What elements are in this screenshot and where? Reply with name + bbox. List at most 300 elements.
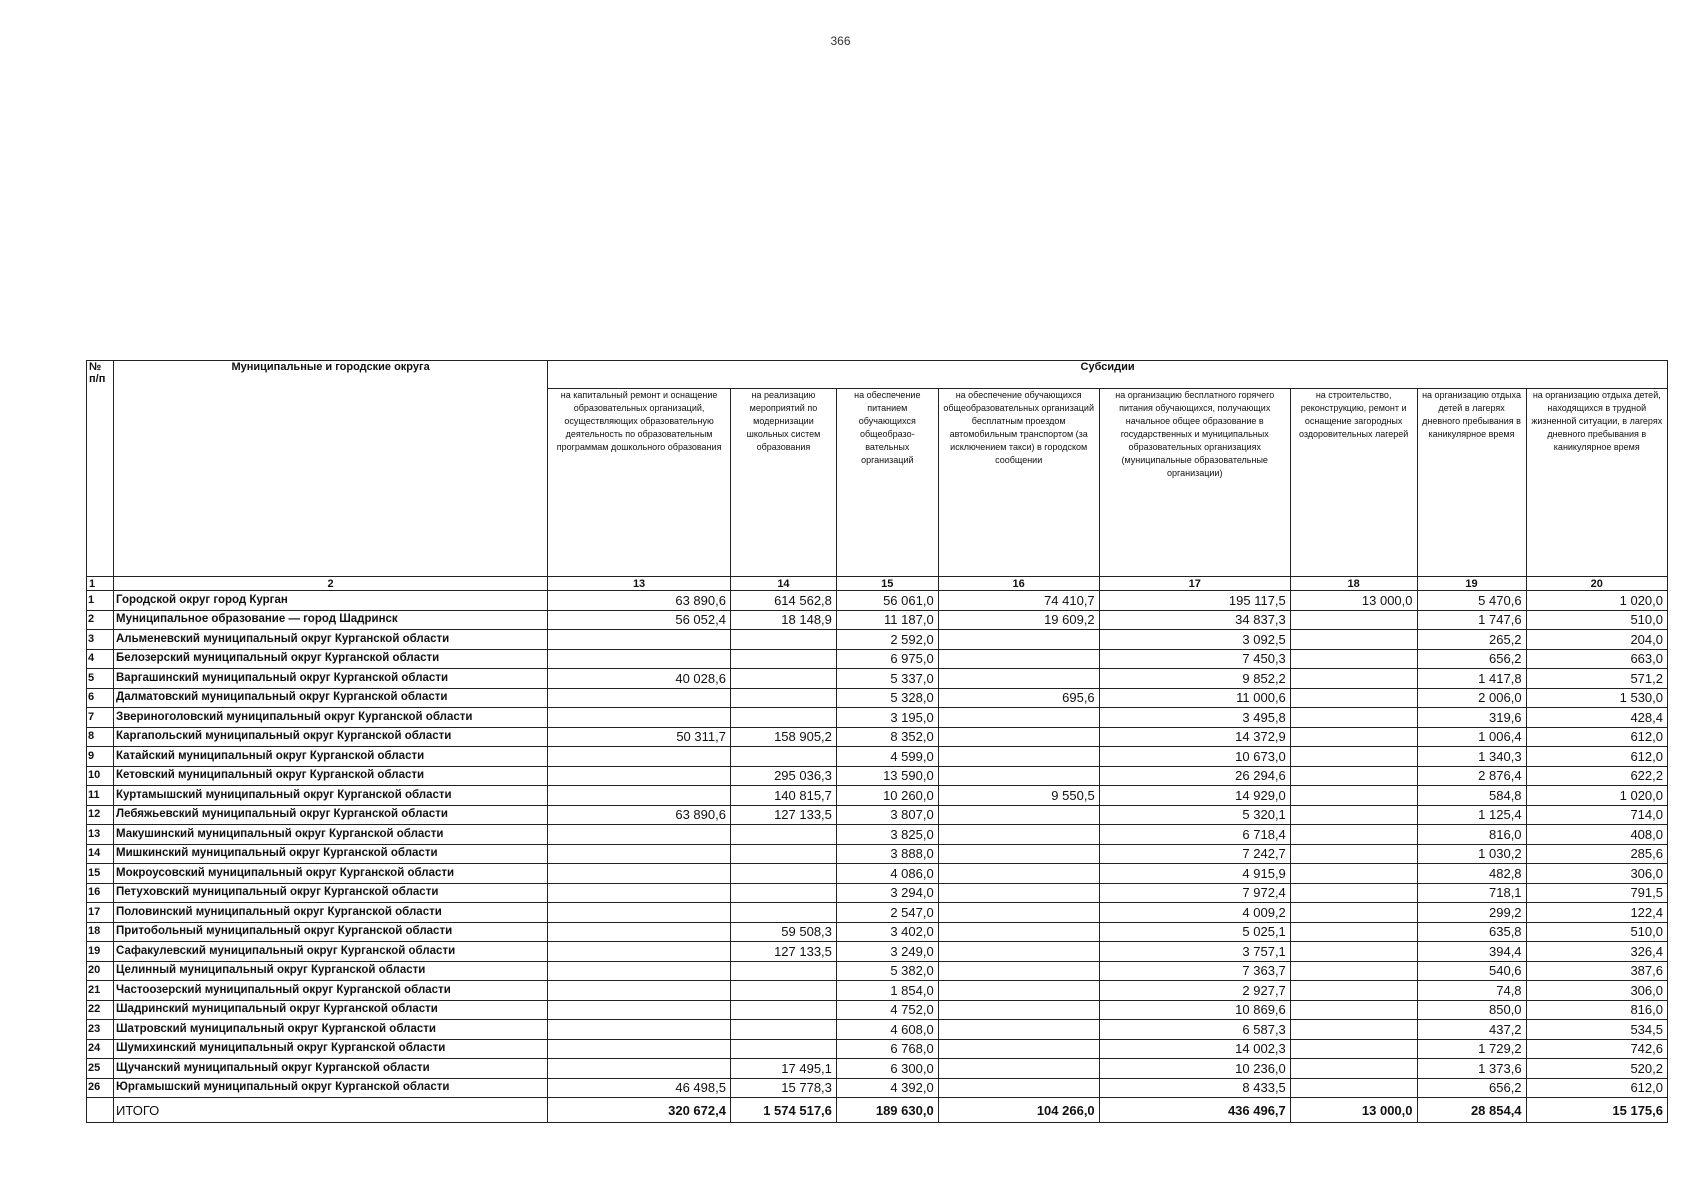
subsidy-value: 6 975,0 — [836, 649, 938, 669]
subsidy-value: 1 006,4 — [1417, 727, 1526, 747]
subsidy-value: 326,4 — [1526, 942, 1667, 962]
subsidy-value: 816,0 — [1417, 825, 1526, 845]
table-row — [87, 610, 1668, 630]
subsidy-value: 122,4 — [1526, 903, 1667, 923]
row-number: 5 — [87, 669, 114, 689]
municipality-name: Щучанский муниципальный округ Курганской области — [114, 1059, 548, 1079]
subsidy-value — [730, 688, 836, 708]
municipality-name: Альменевский муниципальный округ Курганской области — [114, 630, 548, 650]
table-row — [87, 844, 1668, 864]
subsidy-value — [730, 1039, 836, 1059]
municipality-name: Юргамышский муниципальный округ Курганской области — [114, 1078, 548, 1098]
subsidy-value: 5 382,0 — [836, 961, 938, 981]
row-number: 7 — [87, 708, 114, 728]
subsidy-value: 40 028,6 — [548, 669, 731, 689]
subsidy-value: 584,8 — [1417, 786, 1526, 806]
subsidy-value: 5 470,6 — [1417, 591, 1526, 611]
subsidy-value: 742,6 — [1526, 1039, 1667, 1059]
subsidy-value: 612,0 — [1526, 727, 1667, 747]
subsidy-value: 10 673,0 — [1099, 747, 1290, 767]
subsidy-value: 850,0 — [1417, 1000, 1526, 1020]
subsidy-value: 14 002,3 — [1099, 1039, 1290, 1059]
total-value: 28 854,4 — [1417, 1098, 1526, 1123]
subsidy-value: 4 086,0 — [836, 864, 938, 884]
subsidy-value — [730, 864, 836, 884]
subsidy-value: 3 807,0 — [836, 805, 938, 825]
subsidy-value: 3 092,5 — [1099, 630, 1290, 650]
municipality-name: Варгашинский муниципальный округ Курганской области — [114, 669, 548, 689]
table-row — [87, 1039, 1668, 1059]
header-subsidy-15: на обеспечение питанием обучающихся общеобразо-вательных организаций — [836, 389, 938, 577]
subsidy-value: 6 300,0 — [836, 1059, 938, 1079]
subsidy-value — [938, 1078, 1099, 1098]
subsidy-value: 6 768,0 — [836, 1039, 938, 1059]
municipality-name: Муниципальное образование — город Шадринск — [114, 610, 548, 630]
subsidy-value — [548, 630, 731, 650]
subsidy-value — [1290, 747, 1417, 767]
subsidy-value — [548, 825, 731, 845]
subsidy-value — [548, 864, 731, 884]
subsidy-value: 19 609,2 — [938, 610, 1099, 630]
subsidy-value — [938, 727, 1099, 747]
subsidy-value — [548, 961, 731, 981]
subsidy-value — [548, 688, 731, 708]
subsidy-value: 614 562,8 — [730, 591, 836, 611]
subsidy-value: 718,1 — [1417, 883, 1526, 903]
subsidy-value: 714,0 — [1526, 805, 1667, 825]
column-number: 16 — [938, 577, 1099, 591]
subsidy-value: 3 195,0 — [836, 708, 938, 728]
subsidy-value: 50 311,7 — [548, 727, 731, 747]
subsidy-value: 7 450,3 — [1099, 649, 1290, 669]
header-number: № п/п — [87, 361, 114, 577]
row-number: 18 — [87, 922, 114, 942]
subsidy-value — [1290, 805, 1417, 825]
subsidy-value: 571,2 — [1526, 669, 1667, 689]
subsidy-value: 1 030,2 — [1417, 844, 1526, 864]
subsidy-value: 8 433,5 — [1099, 1078, 1290, 1098]
subsidy-value: 540,6 — [1417, 961, 1526, 981]
row-number: 2 — [87, 610, 114, 630]
subsidy-value — [1290, 688, 1417, 708]
table-row — [87, 903, 1668, 923]
subsidy-value: 510,0 — [1526, 610, 1667, 630]
subsidy-value — [548, 786, 731, 806]
subsidy-value — [938, 961, 1099, 981]
subsidy-value: 8 352,0 — [836, 727, 938, 747]
table-row — [87, 688, 1668, 708]
subsidy-value: 18 148,9 — [730, 610, 836, 630]
row-number: 26 — [87, 1078, 114, 1098]
subsidy-value: 1 125,4 — [1417, 805, 1526, 825]
row-number: 10 — [87, 766, 114, 786]
subsidy-value: 3 888,0 — [836, 844, 938, 864]
subsidy-value: 1 747,6 — [1417, 610, 1526, 630]
page-number: 366 — [830, 34, 851, 48]
subsidy-value — [548, 922, 731, 942]
subsidy-value — [730, 708, 836, 728]
subsidy-value: 387,6 — [1526, 961, 1667, 981]
row-number: 17 — [87, 903, 114, 923]
subsidy-value — [1290, 942, 1417, 962]
subsidy-value: 612,0 — [1526, 1078, 1667, 1098]
header-subsidies-group: Субсидии — [548, 361, 1668, 389]
subsidy-value: 1 020,0 — [1526, 591, 1667, 611]
table-row — [87, 591, 1668, 611]
row-number: 22 — [87, 1000, 114, 1020]
subsidy-value: 34 837,3 — [1099, 610, 1290, 630]
subsidy-value: 56 052,4 — [548, 610, 731, 630]
row-number: 25 — [87, 1059, 114, 1079]
subsidy-value: 306,0 — [1526, 981, 1667, 1001]
subsidy-value: 11 000,6 — [1099, 688, 1290, 708]
subsidy-value: 4 752,0 — [836, 1000, 938, 1020]
subsidy-value — [938, 844, 1099, 864]
table-row — [87, 942, 1668, 962]
subsidy-value: 195 117,5 — [1099, 591, 1290, 611]
subsidy-value: 2 547,0 — [836, 903, 938, 923]
subsidy-value: 791,5 — [1526, 883, 1667, 903]
subsidy-value: 4 392,0 — [836, 1078, 938, 1098]
total-label: ИТОГО — [114, 1098, 548, 1123]
subsidy-value — [730, 825, 836, 845]
row-number: 4 — [87, 649, 114, 669]
subsidy-value — [938, 922, 1099, 942]
row-number: 9 — [87, 747, 114, 767]
subsidy-value — [938, 708, 1099, 728]
table-row — [87, 630, 1668, 650]
subsidy-value: 299,2 — [1417, 903, 1526, 923]
subsidy-value: 74 410,7 — [938, 591, 1099, 611]
row-number: 13 — [87, 825, 114, 845]
row-number: 12 — [87, 805, 114, 825]
subsidy-value: 4 009,2 — [1099, 903, 1290, 923]
subsidy-value — [730, 649, 836, 669]
subsidy-value: 622,2 — [1526, 766, 1667, 786]
subsidy-value: 46 498,5 — [548, 1078, 731, 1098]
subsidy-value: 520,2 — [1526, 1059, 1667, 1079]
municipality-name: Мишкинский муниципальный округ Курганской области — [114, 844, 548, 864]
subsidy-value — [1290, 864, 1417, 884]
table-row — [87, 766, 1668, 786]
subsidy-value: 7 242,7 — [1099, 844, 1290, 864]
header-subsidy-19: на организацию отдыха детей в лагерях дневного пребывания в каникулярное время — [1417, 389, 1526, 577]
subsidy-value: 3 294,0 — [836, 883, 938, 903]
table-row — [87, 805, 1668, 825]
subsidy-value — [548, 1059, 731, 1079]
subsidy-value — [938, 825, 1099, 845]
subsidy-value — [730, 961, 836, 981]
subsidy-value: 295 036,3 — [730, 766, 836, 786]
subsidy-value: 59 508,3 — [730, 922, 836, 942]
subsidy-value — [548, 903, 731, 923]
subsidy-value — [1290, 922, 1417, 942]
subsidy-value: 4 599,0 — [836, 747, 938, 767]
subsidy-value: 14 929,0 — [1099, 786, 1290, 806]
subsidy-value — [938, 1020, 1099, 1040]
row-number: 14 — [87, 844, 114, 864]
municipality-name: Далматовский муниципальный округ Курганской области — [114, 688, 548, 708]
subsidy-value: 534,5 — [1526, 1020, 1667, 1040]
subsidy-value — [730, 981, 836, 1001]
subsidy-value — [548, 1020, 731, 1040]
row-number: 20 — [87, 961, 114, 981]
subsidy-value: 656,2 — [1417, 649, 1526, 669]
column-number: 14 — [730, 577, 836, 591]
subsidy-value — [1290, 1078, 1417, 1098]
subsidy-value: 6 587,3 — [1099, 1020, 1290, 1040]
subsidy-value — [1290, 727, 1417, 747]
subsidy-value: 4 915,9 — [1099, 864, 1290, 884]
subsidy-value — [1290, 708, 1417, 728]
subsidy-value — [1290, 1000, 1417, 1020]
subsidy-value — [548, 942, 731, 962]
total-value: 436 496,7 — [1099, 1098, 1290, 1123]
subsidy-value: 695,6 — [938, 688, 1099, 708]
subsidy-value: 5 328,0 — [836, 688, 938, 708]
municipality-name: Звериноголовский муниципальный округ Курганской области — [114, 708, 548, 728]
subsidy-value: 3 402,0 — [836, 922, 938, 942]
subsidy-value: 408,0 — [1526, 825, 1667, 845]
total-value: 13 000,0 — [1290, 1098, 1417, 1123]
subsidy-value: 3 825,0 — [836, 825, 938, 845]
subsidy-value: 15 778,3 — [730, 1078, 836, 1098]
total-value: 104 266,0 — [938, 1098, 1099, 1123]
municipality-name: Катайский муниципальный округ Курганской области — [114, 747, 548, 767]
table-row — [87, 1020, 1668, 1040]
header-subsidy-16: на обеспечение обучающихся общеобразовательных организаций бесплатным проездом автомобильным транспортом (за исключением такси) в городском сообщении — [938, 389, 1099, 577]
table-row — [87, 649, 1668, 669]
subsidy-value: 63 890,6 — [548, 805, 731, 825]
total-value: 1 574 517,6 — [730, 1098, 836, 1123]
table-body — [87, 591, 1668, 1098]
table-row — [87, 727, 1668, 747]
subsidy-value: 204,0 — [1526, 630, 1667, 650]
subsidy-value: 10 236,0 — [1099, 1059, 1290, 1079]
subsidy-value — [1290, 883, 1417, 903]
total-row — [87, 1098, 1668, 1123]
subsidy-value — [938, 981, 1099, 1001]
subsidy-value — [548, 708, 731, 728]
subsidy-value: 3 249,0 — [836, 942, 938, 962]
municipality-name: Каргапольский муниципальный округ Курганской области — [114, 727, 548, 747]
row-number: 15 — [87, 864, 114, 884]
subsidy-value: 7 972,4 — [1099, 883, 1290, 903]
subsidy-value — [1290, 844, 1417, 864]
column-number: 1 — [87, 577, 114, 591]
subsidy-value: 656,2 — [1417, 1078, 1526, 1098]
subsidy-value — [548, 766, 731, 786]
table-row — [87, 864, 1668, 884]
subsidy-value — [938, 1039, 1099, 1059]
row-number: 3 — [87, 630, 114, 650]
subsidy-value — [938, 630, 1099, 650]
subsidy-value — [1290, 825, 1417, 845]
subsidy-value — [548, 844, 731, 864]
subsidy-value — [938, 903, 1099, 923]
subsidy-value: 394,4 — [1417, 942, 1526, 962]
subsidy-value: 56 061,0 — [836, 591, 938, 611]
subsidy-value: 612,0 — [1526, 747, 1667, 767]
municipality-name: Мокроусовский муниципальный округ Курганской области — [114, 864, 548, 884]
table-row — [87, 747, 1668, 767]
row-number: 24 — [87, 1039, 114, 1059]
subsidy-value: 2 876,4 — [1417, 766, 1526, 786]
subsidy-value: 26 294,6 — [1099, 766, 1290, 786]
subsidy-value: 1 854,0 — [836, 981, 938, 1001]
subsidy-value: 4 608,0 — [836, 1020, 938, 1040]
municipality-name: Белозерский муниципальный округ Курганской области — [114, 649, 548, 669]
total-index-cell — [87, 1098, 114, 1123]
subsidy-value — [938, 747, 1099, 767]
municipality-name: Сафакулевский муниципальный округ Курганской области — [114, 942, 548, 962]
municipality-name: Шумихинский муниципальный округ Курганской области — [114, 1039, 548, 1059]
table-row — [87, 786, 1668, 806]
subsidy-value: 1 530,0 — [1526, 688, 1667, 708]
subsidy-value: 265,2 — [1417, 630, 1526, 650]
municipality-name: Лебяжьевский муниципальный округ Курганской области — [114, 805, 548, 825]
subsidy-value: 9 852,2 — [1099, 669, 1290, 689]
column-number: 19 — [1417, 577, 1526, 591]
total-value: 15 175,6 — [1526, 1098, 1667, 1123]
row-number: 21 — [87, 981, 114, 1001]
subsidy-value — [730, 883, 836, 903]
subsidy-value: 1 340,3 — [1417, 747, 1526, 767]
subsidy-value: 635,8 — [1417, 922, 1526, 942]
subsidy-value: 5 025,1 — [1099, 922, 1290, 942]
column-number: 17 — [1099, 577, 1290, 591]
row-number: 8 — [87, 727, 114, 747]
subsidy-value: 10 260,0 — [836, 786, 938, 806]
subsidy-value — [548, 883, 731, 903]
total-value: 189 630,0 — [836, 1098, 938, 1123]
subsidy-value: 13 590,0 — [836, 766, 938, 786]
subsidy-value: 5 320,1 — [1099, 805, 1290, 825]
row-number: 16 — [87, 883, 114, 903]
subsidy-value: 437,2 — [1417, 1020, 1526, 1040]
subsidy-value — [730, 669, 836, 689]
subsidy-value — [548, 1000, 731, 1020]
subsidy-value — [548, 981, 731, 1001]
subsidy-value — [1290, 961, 1417, 981]
subsidy-value — [730, 844, 836, 864]
subsidy-value — [1290, 669, 1417, 689]
subsidy-value: 1 020,0 — [1526, 786, 1667, 806]
header-subsidy-20: на организацию отдыха детей, находящихся в трудной жизненной ситуации, в лагерях дневного пребывания в каникулярное время — [1526, 389, 1667, 577]
row-number: 6 — [87, 688, 114, 708]
column-number: 20 — [1526, 577, 1667, 591]
subsidy-value: 1 417,8 — [1417, 669, 1526, 689]
table-row — [87, 1078, 1668, 1098]
subsidies-table — [86, 360, 1668, 1123]
subsidy-value: 14 372,9 — [1099, 727, 1290, 747]
municipality-name: Макушинский муниципальный округ Курганской области — [114, 825, 548, 845]
subsidy-value — [938, 766, 1099, 786]
subsidy-value — [1290, 786, 1417, 806]
table-row — [87, 1059, 1668, 1079]
subsidy-value — [1290, 649, 1417, 669]
table-row — [87, 708, 1668, 728]
header-subsidy-14: на реализацию мероприятий по модернизации школьных систем образования — [730, 389, 836, 577]
total-value: 320 672,4 — [548, 1098, 731, 1123]
subsidy-value — [938, 1059, 1099, 1079]
subsidy-value: 428,4 — [1526, 708, 1667, 728]
subsidy-value: 482,8 — [1417, 864, 1526, 884]
municipality-name: Куртамышский муниципальный округ Курганской области — [114, 786, 548, 806]
subsidy-value: 510,0 — [1526, 922, 1667, 942]
subsidy-value: 127 133,5 — [730, 805, 836, 825]
municipality-name: Петуховский муниципальный округ Курганской области — [114, 883, 548, 903]
subsidy-value — [548, 747, 731, 767]
municipality-name: Городской округ город Курган — [114, 591, 548, 611]
subsidy-value: 158 905,2 — [730, 727, 836, 747]
subsidy-value: 140 815,7 — [730, 786, 836, 806]
column-number: 18 — [1290, 577, 1417, 591]
subsidy-value: 663,0 — [1526, 649, 1667, 669]
column-number: 15 — [836, 577, 938, 591]
municipality-name: Кетовский муниципальный округ Курганской области — [114, 766, 548, 786]
subsidy-value — [1290, 610, 1417, 630]
municipality-name: Частоозерский муниципальный округ Курганской области — [114, 981, 548, 1001]
subsidy-value: 6 718,4 — [1099, 825, 1290, 845]
header-subsidy-17: на организацию бесплатного горячего питания обучающихся, получающих начальное общее образование в государственных и муниципальных образовательных организациях (муниципальные образовательные организации) — [1099, 389, 1290, 577]
subsidy-value — [730, 747, 836, 767]
subsidy-value: 285,6 — [1526, 844, 1667, 864]
table-row — [87, 981, 1668, 1001]
subsidy-value: 74,8 — [1417, 981, 1526, 1001]
subsidy-value: 13 000,0 — [1290, 591, 1417, 611]
row-number: 23 — [87, 1020, 114, 1040]
subsidy-value — [730, 1000, 836, 1020]
subsidies-table-container — [86, 360, 1668, 1123]
subsidy-value — [938, 1000, 1099, 1020]
table-header — [87, 361, 1668, 591]
header-subsidy-18: на строительство, реконструкцию, ремонт и оснащение загородных оздоровительных лагерей — [1290, 389, 1417, 577]
subsidy-value: 11 187,0 — [836, 610, 938, 630]
subsidy-value: 5 337,0 — [836, 669, 938, 689]
subsidy-value: 3 495,8 — [1099, 708, 1290, 728]
subsidy-value: 10 869,6 — [1099, 1000, 1290, 1020]
subsidy-value — [730, 903, 836, 923]
header-subsidy-13: на капитальный ремонт и оснащение образовательных организаций, осуществляющих образовательную деятельность по образовательным программам дошкольного образования — [548, 389, 731, 577]
subsidy-value: 9 550,5 — [938, 786, 1099, 806]
subsidy-value — [938, 883, 1099, 903]
row-number: 11 — [87, 786, 114, 806]
table-row — [87, 922, 1668, 942]
subsidy-value: 2 592,0 — [836, 630, 938, 650]
column-number: 2 — [114, 577, 548, 591]
subsidy-value — [938, 669, 1099, 689]
subsidy-value: 17 495,1 — [730, 1059, 836, 1079]
table-row — [87, 883, 1668, 903]
subsidy-value: 63 890,6 — [548, 591, 731, 611]
municipality-name: Притобольный муниципальный округ Курганской области — [114, 922, 548, 942]
subsidy-value: 2 006,0 — [1417, 688, 1526, 708]
subsidy-value — [1290, 1020, 1417, 1040]
subsidy-value — [938, 805, 1099, 825]
subsidy-value — [730, 1020, 836, 1040]
subsidy-value: 7 363,7 — [1099, 961, 1290, 981]
municipality-name: Шатровский муниципальный округ Курганской области — [114, 1020, 548, 1040]
subsidy-value — [730, 630, 836, 650]
municipality-name: Шадринский муниципальный округ Курганской области — [114, 1000, 548, 1020]
subsidy-value — [938, 864, 1099, 884]
subsidy-value — [1290, 1039, 1417, 1059]
header-municipality: Муниципальные и городские округа — [114, 361, 548, 577]
subsidy-value: 1 729,2 — [1417, 1039, 1526, 1059]
row-number: 1 — [87, 591, 114, 611]
subsidy-value: 306,0 — [1526, 864, 1667, 884]
